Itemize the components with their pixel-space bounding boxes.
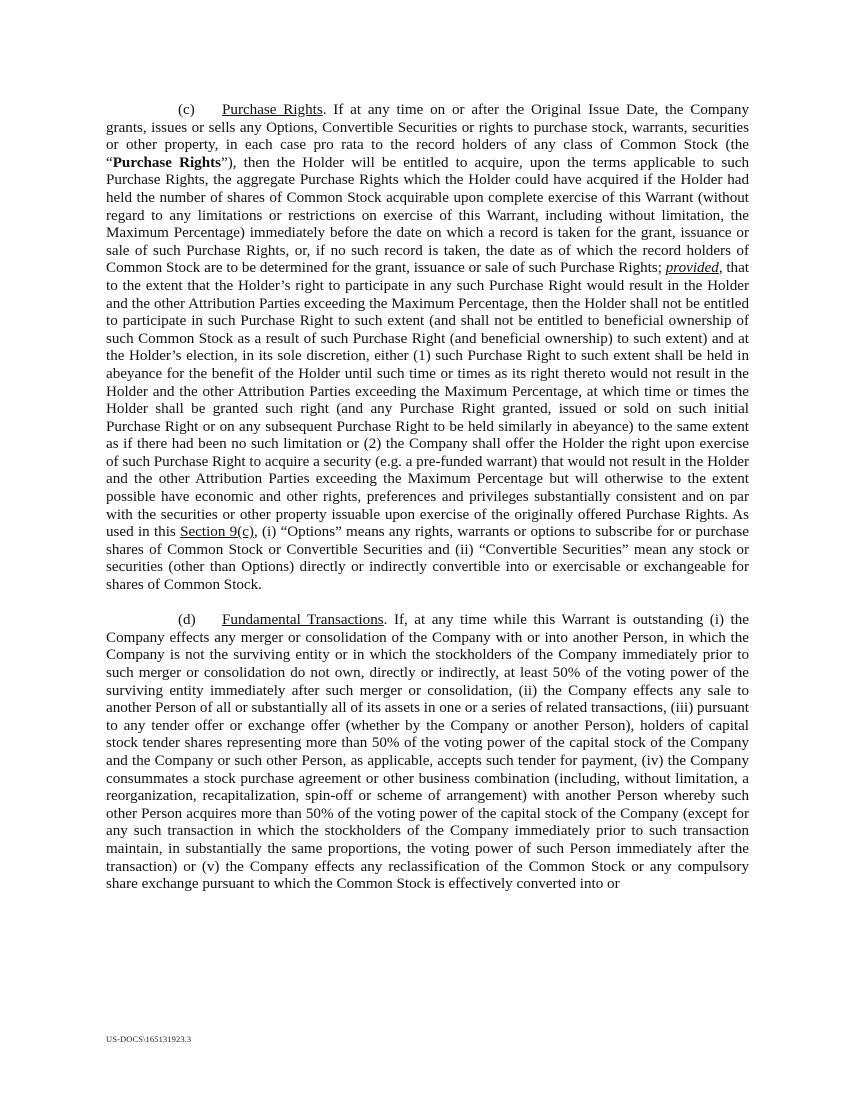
paragraph-c-heading: Purchase Rights — [222, 102, 323, 118]
paragraph-c-label: (c) — [178, 102, 195, 118]
purchase-rights-defined-term: Purchase Rights — [112, 154, 222, 171]
paragraph-c-text-2: ”), then the Holder will be entitled to acquire, upon the terms applicable to such Purchase Rights, the aggregate Purchase Rights which the Holder could have acquired if the Holder had held the number of shares of Common Stock acquirable upon complete exercise of this Warrant (without regard to any limitations or restrictions on exercise of this Warrant, including without limitation, the Maximum Percentage) immediately before the date on which a record is taken for the grant, issuance or sale of such Purchase Rights, or, if no such record is taken, the date as of which the record holders of Common Stock are to be determined for the grant, issuance or sale of such Purchase Rights; — [106, 154, 749, 277]
section-9c-reference: Section 9(c) — [180, 524, 254, 541]
paragraph-c-text-4: , (i) “Options” means any rights, warrants or options to subscribe for or purchase shares of Common Stock or Convertible Securities and (ii) “Convertible Securities” mean any stock or securities (other than Options) directly or indirectly convertible into or exercisable or exchangeable for shares of Common Stock. — [106, 524, 749, 594]
paragraph-c-text-3: , that to the extent that the Holder’s right to participate in any such Purchase Right would result in the Holder and the other Attribution Parties exceeding the Maximum Percentage, then the Holder shall not be entitled to participate in such Purchase Right to such extent (and shall not be entitled to beneficial ownership of such Common Stock as a result of such Purchase Right (and beneficial ownership) to such extent) and at the Holder’s election, in its sole discretion, either (1) such Purchase Right to such extent shall be held in abeyance for the benefit of the Holder until such time or times as its right thereto would not result in the Holder and the other Attribution Parties exceeding the Maximum Percentage, at which time or times the Holder shall be granted such right (and any Purchase Right granted, issued or sold on such initial Purchase Right or on any subsequent Purchase Right to be held similarly in abeyance) to the same extent as if there had been no such limitation or (2) the Company shall offer the Holder the right upon exercise of such Purchase Right to acquire a security (e.g. a pre-funded warrant) that would not result in the Holder and the other Attribution Parties exceeding the Maximum Percentage but will otherwise to the extent possible have economic and other rights, preferences and privileges substantially consistent and on par with the securities or other property issuable upon exercise of the originally offered Purchase Rights. As used in this — [106, 260, 750, 541]
paragraph-d-heading: Fundamental Transactions — [222, 612, 384, 629]
paragraph-c-text-1: . If at any time on or after the Original Issue Date, the Company grants, issues or sells any Options, Convertible Securities or rights to purchase stock, warrants, securities or other property, in each case pro rata to the record holders of any class of Common Stock (the “ — [106, 102, 749, 171]
document-body — [106, 102, 749, 911]
paragraph-d-text-1: . If, at any time while this Warrant is outstanding (i) the Company effects any merger or consolidation of the Company with or into another Person, in which the Company is not the surviving entity or in which the stockholders of the Company immediately prior to such merger or consolidation do not own, directly or indirectly, at least 50% of the voting power of the surviving entity immediately after such merger or consolidation, (ii) the Company effects any sale to another Person of all or substantially all of its assets in one or a series of related transactions, (iii) pursuant to any tender offer or exchange offer (whether by the Company or another Person), holders of capital stock tender shares representing more than 50% of the voting power of the capital stock of the Company and the Company or such other Person, as applicable, accepts such tender for payment, (iv) the Company consummates a stock purchase agreement or other business combination (including, without limitation, a reorganization, recapitalization, spin-off or scheme of arrangement) with another Person whereby such other Person acquires more than 50% of the voting power of the capital stock of the Company (except for any such transaction in which the stockholders of the Company immediately prior to such transaction maintain, in substantially the same proportions, the voting power of such Person immediately after the transaction) or (v) the Company effects any reclassification of the Common Stock or any compulsory share exchange pursuant to which the Common Stock is effectively converted into or — [106, 612, 749, 893]
paragraph-c-purchase-rights — [106, 102, 749, 595]
paragraph-d-fundamental-transactions — [106, 612, 749, 894]
provided-term: provided — [665, 260, 719, 277]
document-id-footer: US-DOCS\165131923.3 — [106, 1034, 192, 1044]
paragraph-d-label: (d) — [178, 612, 196, 629]
